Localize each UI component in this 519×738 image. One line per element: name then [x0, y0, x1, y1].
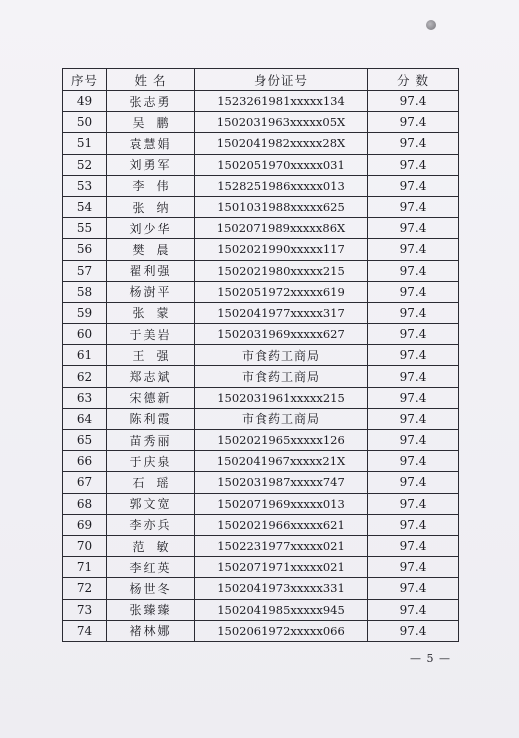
row-score: 97.4 — [368, 196, 459, 217]
row-name: 翟利强 — [107, 260, 195, 281]
row-name: 刘少华 — [107, 218, 195, 239]
row-id: 1502031963xxxxx05X — [195, 112, 368, 133]
page-number: — 5 — — [410, 652, 451, 665]
row-name: 刘勇军 — [107, 154, 195, 175]
row-score: 97.4 — [368, 451, 459, 472]
table-row — [63, 345, 459, 366]
row-id: 1502231977xxxxx021 — [195, 535, 368, 556]
row-id: 市食药工商局 — [195, 366, 368, 387]
row-id: 1523261981xxxxx134 — [195, 91, 368, 112]
row-name: 张蒙 — [107, 302, 195, 323]
row-score: 97.4 — [368, 620, 459, 641]
row-score: 97.4 — [368, 535, 459, 556]
row-number: 66 — [63, 451, 107, 472]
row-number: 67 — [63, 472, 107, 493]
table-row — [63, 387, 459, 408]
row-number: 68 — [63, 493, 107, 514]
row-name: 宋德新 — [107, 387, 195, 408]
row-name: 郭文宽 — [107, 493, 195, 514]
row-id: 市食药工商局 — [195, 408, 368, 429]
row-name: 范敏 — [107, 535, 195, 556]
row-id: 1528251986xxxxx013 — [195, 175, 368, 196]
row-id: 1502071971xxxxx021 — [195, 557, 368, 578]
row-number: 51 — [63, 133, 107, 154]
table-row — [63, 620, 459, 641]
row-id: 1502031987xxxxx747 — [195, 472, 368, 493]
row-score: 97.4 — [368, 239, 459, 260]
row-number: 73 — [63, 599, 107, 620]
row-id: 1502021965xxxxx126 — [195, 430, 368, 451]
row-number: 63 — [63, 387, 107, 408]
row-name: 石瑶 — [107, 472, 195, 493]
row-id: 1502071969xxxxx013 — [195, 493, 368, 514]
table-body — [63, 91, 459, 642]
table-row — [63, 281, 459, 302]
table-row — [63, 239, 459, 260]
row-score: 97.4 — [368, 154, 459, 175]
row-score: 97.4 — [368, 430, 459, 451]
row-number: 72 — [63, 578, 107, 599]
row-number: 55 — [63, 218, 107, 239]
score-table — [62, 68, 459, 642]
row-name: 郑志斌 — [107, 366, 195, 387]
row-number: 54 — [63, 196, 107, 217]
row-score: 97.4 — [368, 366, 459, 387]
row-number: 61 — [63, 345, 107, 366]
table-row — [63, 493, 459, 514]
table-row — [63, 218, 459, 239]
row-score: 97.4 — [368, 599, 459, 620]
row-score: 97.4 — [368, 218, 459, 239]
row-score: 97.4 — [368, 345, 459, 366]
table-row — [63, 133, 459, 154]
table-row — [63, 112, 459, 133]
row-number: 59 — [63, 302, 107, 323]
row-name: 张臻臻 — [107, 599, 195, 620]
row-score: 97.4 — [368, 133, 459, 154]
table-row — [63, 472, 459, 493]
table-row — [63, 175, 459, 196]
table-row — [63, 260, 459, 281]
row-number: 49 — [63, 91, 107, 112]
row-id: 1502041977xxxxx317 — [195, 302, 368, 323]
table-row — [63, 324, 459, 345]
row-id: 1502021990xxxxx117 — [195, 239, 368, 260]
row-name: 袁慧娟 — [107, 133, 195, 154]
table-row — [63, 366, 459, 387]
row-id: 1501031988xxxxx625 — [195, 196, 368, 217]
row-score: 97.4 — [368, 493, 459, 514]
row-id: 1502041982xxxxx28X — [195, 133, 368, 154]
row-id: 1502031969xxxxx627 — [195, 324, 368, 345]
row-id: 1502041985xxxxx945 — [195, 599, 368, 620]
row-number: 53 — [63, 175, 107, 196]
row-number: 69 — [63, 514, 107, 535]
row-id: 1502061972xxxxx066 — [195, 620, 368, 641]
row-id: 1502021966xxxxx621 — [195, 514, 368, 535]
header-score: 分 数 — [368, 69, 459, 91]
table-row — [63, 91, 459, 112]
row-score: 97.4 — [368, 260, 459, 281]
row-score: 97.4 — [368, 408, 459, 429]
row-number: 71 — [63, 557, 107, 578]
row-name: 张志勇 — [107, 91, 195, 112]
table-row — [63, 302, 459, 323]
table-row — [63, 408, 459, 429]
row-name: 杨澍平 — [107, 281, 195, 302]
header-no: 序号 — [63, 69, 107, 91]
table-row — [63, 557, 459, 578]
table-row — [63, 578, 459, 599]
row-name: 苗秀丽 — [107, 430, 195, 451]
row-score: 97.4 — [368, 514, 459, 535]
table-header-row — [63, 69, 459, 91]
row-score: 97.4 — [368, 387, 459, 408]
row-name: 于庆泉 — [107, 451, 195, 472]
row-name: 李红英 — [107, 557, 195, 578]
row-name: 李亦兵 — [107, 514, 195, 535]
table-row — [63, 451, 459, 472]
row-name: 李伟 — [107, 175, 195, 196]
row-id: 1502031961xxxxx215 — [195, 387, 368, 408]
row-number: 62 — [63, 366, 107, 387]
row-number: 70 — [63, 535, 107, 556]
row-number: 58 — [63, 281, 107, 302]
row-number: 57 — [63, 260, 107, 281]
row-number: 60 — [63, 324, 107, 345]
row-score: 97.4 — [368, 302, 459, 323]
row-id: 1502021980xxxxx215 — [195, 260, 368, 281]
row-score: 97.4 — [368, 557, 459, 578]
row-id: 1502071989xxxxx86X — [195, 218, 368, 239]
table-row — [63, 514, 459, 535]
row-name: 王强 — [107, 345, 195, 366]
row-score: 97.4 — [368, 324, 459, 345]
row-number: 74 — [63, 620, 107, 641]
row-score: 97.4 — [368, 472, 459, 493]
row-name: 吴鹏 — [107, 112, 195, 133]
row-name: 于美岩 — [107, 324, 195, 345]
table-row — [63, 196, 459, 217]
row-name: 张纳 — [107, 196, 195, 217]
row-id: 市食药工商局 — [195, 345, 368, 366]
row-number: 56 — [63, 239, 107, 260]
row-id: 1502051972xxxxx619 — [195, 281, 368, 302]
row-id: 1502041973xxxxx331 — [195, 578, 368, 599]
row-number: 50 — [63, 112, 107, 133]
table-row — [63, 599, 459, 620]
row-score: 97.4 — [368, 175, 459, 196]
binding-hole — [426, 20, 436, 30]
row-score: 97.4 — [368, 91, 459, 112]
header-name: 姓 名 — [107, 69, 195, 91]
row-score: 97.4 — [368, 112, 459, 133]
row-number: 64 — [63, 408, 107, 429]
row-name: 杨世冬 — [107, 578, 195, 599]
row-name: 褚林娜 — [107, 620, 195, 641]
row-id: 1502051970xxxxx031 — [195, 154, 368, 175]
table-row — [63, 430, 459, 451]
row-id: 1502041967xxxxx21X — [195, 451, 368, 472]
row-number: 52 — [63, 154, 107, 175]
row-score: 97.4 — [368, 578, 459, 599]
table-row — [63, 154, 459, 175]
row-number: 65 — [63, 430, 107, 451]
row-name: 陈利霞 — [107, 408, 195, 429]
row-name: 樊晨 — [107, 239, 195, 260]
table-row — [63, 535, 459, 556]
row-score: 97.4 — [368, 281, 459, 302]
header-id: 身份证号 — [195, 69, 368, 91]
